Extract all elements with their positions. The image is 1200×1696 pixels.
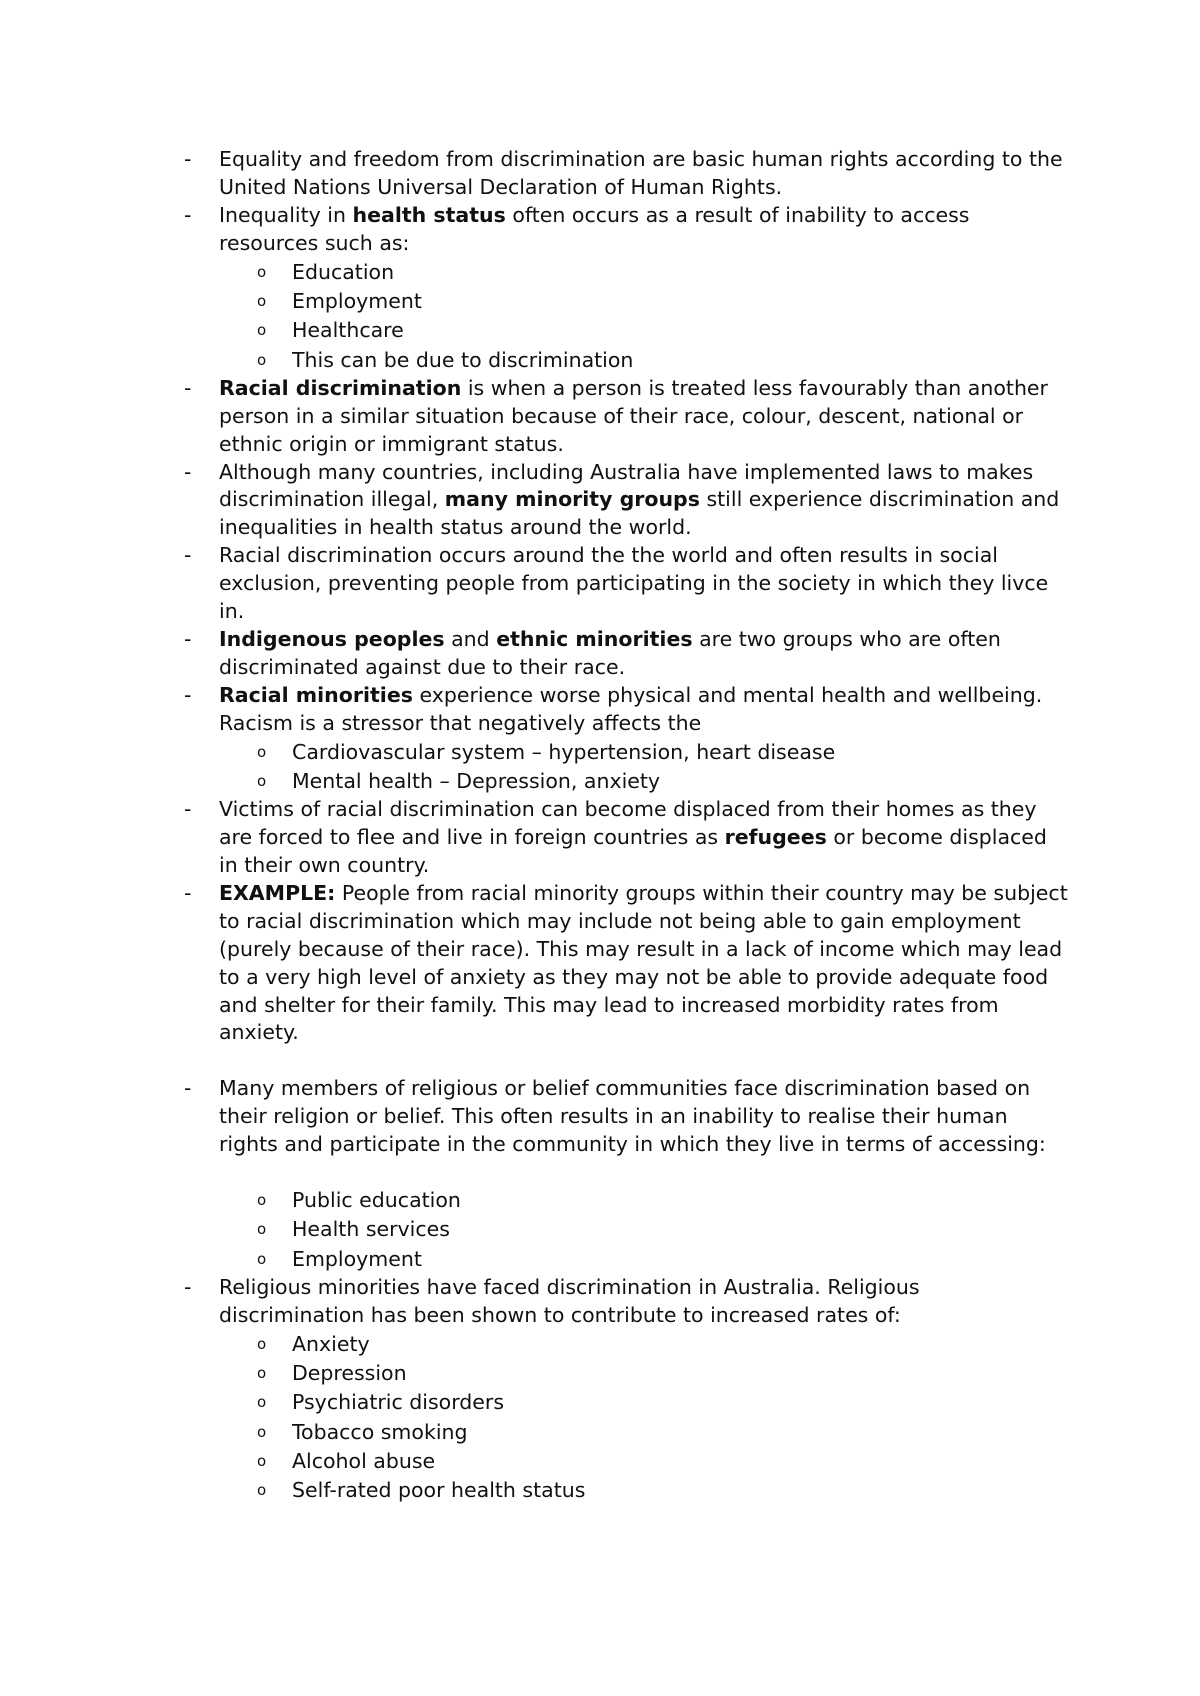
bullet-text: are two groups who are often discriminated against due to their race. [219, 626, 1001, 679]
sub-item [0, 1476, 1200, 1505]
bullet-marker: - [184, 202, 192, 227]
sub-marker: o [257, 321, 267, 340]
sub-marker: o [257, 1249, 267, 1268]
sub-item [0, 1418, 1200, 1447]
sub-text: Employment [292, 288, 422, 313]
bullet-item [0, 626, 1071, 682]
bullet-text: Racial discrimination occurs around the the world and often results in social exclusion, preventing people from participating in the society in which they livce in. [219, 543, 1049, 624]
sub-marker: o [257, 1220, 267, 1239]
sub-marker: o [257, 1422, 267, 1441]
bold-term: many minority groups [444, 487, 700, 512]
sub-item [0, 1215, 1200, 1244]
spacer [0, 1159, 1200, 1186]
sub-marker: o [257, 1393, 267, 1412]
bullet-text: often occurs as a result of inability to access resources such as: [219, 202, 970, 255]
sub-marker: o [257, 262, 267, 281]
bullet-text: and [444, 626, 497, 651]
sub-text: Alcohol abuse [292, 1448, 436, 1473]
bullet-item [0, 1075, 1071, 1159]
bullet-marker: - [184, 880, 192, 905]
sub-text: Healthcare [292, 318, 404, 343]
sub-marker: o [257, 1334, 267, 1353]
sub-marker: o [257, 350, 267, 369]
bullet-marker: - [184, 1274, 192, 1299]
bold-term: EXAMPLE: [219, 880, 336, 905]
sub-item [0, 1330, 1200, 1359]
bullet-marker: - [184, 1076, 192, 1101]
bullet-marker: - [184, 543, 192, 568]
bullet-item [0, 542, 1071, 626]
document-page [0, 146, 1200, 1506]
spacer [0, 1047, 1200, 1075]
bullet-text: or become displaced in their own country. [219, 825, 1047, 877]
sub-item [0, 1245, 1200, 1274]
sub-marker: o [257, 1191, 267, 1210]
sub-item [0, 316, 1200, 345]
bullet-text: People from racial minority groups within their country may be subject to racial discrimination which may include not being able to gain employment (purely because of their race). This may result in a lack of income which may lead to a very high level of anxiety as they may not be able to provide adequate food and shelter for their family. This may lead to increased morbidity rates from anxiety. [219, 880, 1068, 1045]
bold-term: Racial discrimination [219, 375, 462, 400]
sub-text: Cardiovascular system – hypertension, heart disease [292, 739, 836, 764]
sub-item [0, 1447, 1200, 1476]
bullet-text: Many members of religious or belief communities face discrimination based on their religion or belief. This often results in an inability to realise their human rights and participate in the community in which they live in terms of accessing: [219, 1076, 1046, 1157]
bullet-text: Religious minorities have faced discrimination in Australia. Religious discrimination has been shown to contribute to increased rates of: [219, 1274, 920, 1327]
sub-item [0, 767, 1200, 796]
sub-text: Education [292, 259, 395, 284]
bullet-marker: - [184, 459, 192, 484]
sub-text: Self-rated poor health status [292, 1478, 586, 1503]
bullet-item [0, 202, 1071, 258]
sub-item [0, 1388, 1200, 1417]
bullet-item [0, 459, 1071, 543]
sub-item [0, 738, 1200, 767]
bullet-marker: - [184, 626, 192, 651]
bold-term: refugees [724, 825, 827, 850]
bold-term: ethnic minorities [496, 626, 693, 651]
sub-item [0, 346, 1200, 375]
sub-marker: o [257, 742, 267, 761]
bullet-text: Equality and freedom from discrimination are basic human rights according to the United Nations Universal Declaration of Human Rights. [219, 147, 1063, 199]
sub-text: Employment [292, 1246, 422, 1271]
sub-text: Public education [292, 1188, 461, 1213]
sub-text: This can be due to discrimination [292, 347, 634, 372]
bullet-marker: - [184, 375, 192, 400]
bullet-text: is when a person is treated less favourably than another person in a similar situation because of their race, colour, descent, national or ethnic origin or immigrant status. [219, 375, 1048, 456]
sub-text: Tobacco smoking [292, 1419, 468, 1444]
bullet-text: Victims of racial discrimination can become displaced from their homes as they are forced to flee and live in foreign countries as [219, 797, 1037, 850]
sub-text: Health services [292, 1217, 450, 1242]
bullet-item [0, 375, 1071, 459]
bullet-item [0, 682, 1071, 738]
bullet-text: Inequality in [219, 202, 353, 227]
bullet-item [0, 146, 1071, 202]
bold-term: health status [352, 202, 506, 227]
sub-item [0, 258, 1200, 287]
sub-marker: o [257, 771, 267, 790]
bullet-marker: - [184, 682, 192, 707]
sub-text: Depression [292, 1361, 407, 1386]
bullet-text: still experience discrimination and inequalities in health status around the world. [219, 487, 1060, 540]
sub-item [0, 287, 1200, 316]
sub-text: Anxiety [292, 1331, 370, 1356]
sub-item [0, 1359, 1200, 1388]
sub-marker: o [257, 1481, 267, 1500]
bullet-text: Although many countries, including Australia have implemented laws to makes discrimination illegal, [219, 459, 1034, 512]
bullet-marker: - [184, 797, 192, 822]
bullet-text: experience worse physical and mental health and wellbeing. Racism is a stressor that negatively affects the [219, 682, 1043, 735]
sub-marker: o [257, 1451, 267, 1470]
sub-item [0, 1186, 1200, 1215]
bullet-item [0, 796, 1071, 880]
sub-text: Mental health – Depression, anxiety [292, 768, 661, 793]
sub-marker: o [257, 291, 267, 310]
bullet-marker: - [184, 147, 192, 171]
sub-marker: o [257, 1364, 267, 1383]
bullet-item [0, 880, 1071, 1047]
bullet-item [0, 1274, 1071, 1330]
sub-text: Psychiatric disorders [292, 1390, 505, 1415]
bold-term: Racial minorities [219, 682, 413, 707]
bold-term: Indigenous peoples [219, 626, 445, 651]
